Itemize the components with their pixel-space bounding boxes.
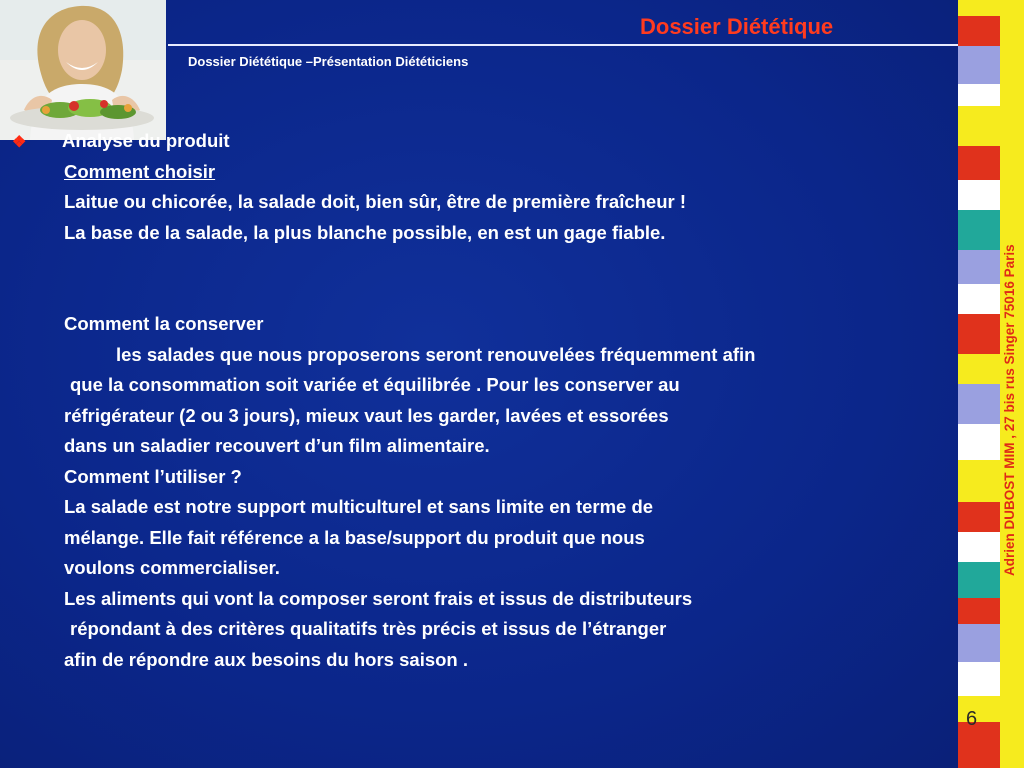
use-line-6: afin de répondre aux besoins du hors saison .: [64, 648, 469, 670]
paragraph-gap: [64, 248, 1004, 309]
page-number: 6: [966, 708, 978, 730]
slide-subtitle: Dossier Diététique –Présentation Diététiciens: [188, 54, 469, 69]
diamond-bullet-icon: ❖: [12, 134, 27, 151]
conserve-title: Comment la conserver: [64, 313, 264, 334]
choose-line-2: La base de la salade, la plus blanche possible, en est un gage fiable.: [64, 221, 666, 243]
header-divider: [168, 44, 960, 46]
decorative-color-stripes: [958, 0, 1000, 768]
slide-body: [12, 126, 1004, 675]
use-line-2: mélange. Elle fait référence a la base/support du produit que nous: [64, 526, 645, 548]
conserve-line-3: réfrigérateur (2 ou 3 jours), mieux vaut les garder, lavées et essorées: [64, 404, 669, 426]
use-title: Comment l’utiliser ?: [64, 465, 242, 487]
use-line-3: voulons commercialiser.: [64, 557, 280, 578]
heading-text: Analyse du produit: [62, 130, 230, 151]
conserve-line-4: dans un saladier recouvert d’un film alimentaire.: [64, 435, 490, 456]
use-line-1: La salade est notre support multiculturel et sans limite en terme de: [64, 496, 654, 517]
side-address-text: Adrien DUBOST MIM , 27 bis rus Singer 75016 Paris: [1002, 244, 1017, 576]
section-heading: [0, 126, 1004, 157]
choose-title: Comment choisir: [64, 160, 216, 182]
conserve-line-2: que la consommation soit variée et équilibrée . Pour les conserver au: [70, 374, 680, 395]
conserve-line-1: les salades que nous proposerons seront renouvelées fréquemment afin: [116, 343, 756, 365]
slide-title: Dossier Diététique: [640, 14, 834, 39]
choose-line-1: Laitue ou chicorée, la salade doit, bien sûr, être de première fraîcheur !: [64, 191, 687, 212]
use-line-4: Les aliments qui vont la composer seront frais et issus de distributeurs: [64, 587, 693, 609]
woman-with-salad-photo: [0, 0, 166, 140]
use-line-5: répondant à des critères qualitatifs très précis et issus de l’étranger: [70, 618, 667, 639]
